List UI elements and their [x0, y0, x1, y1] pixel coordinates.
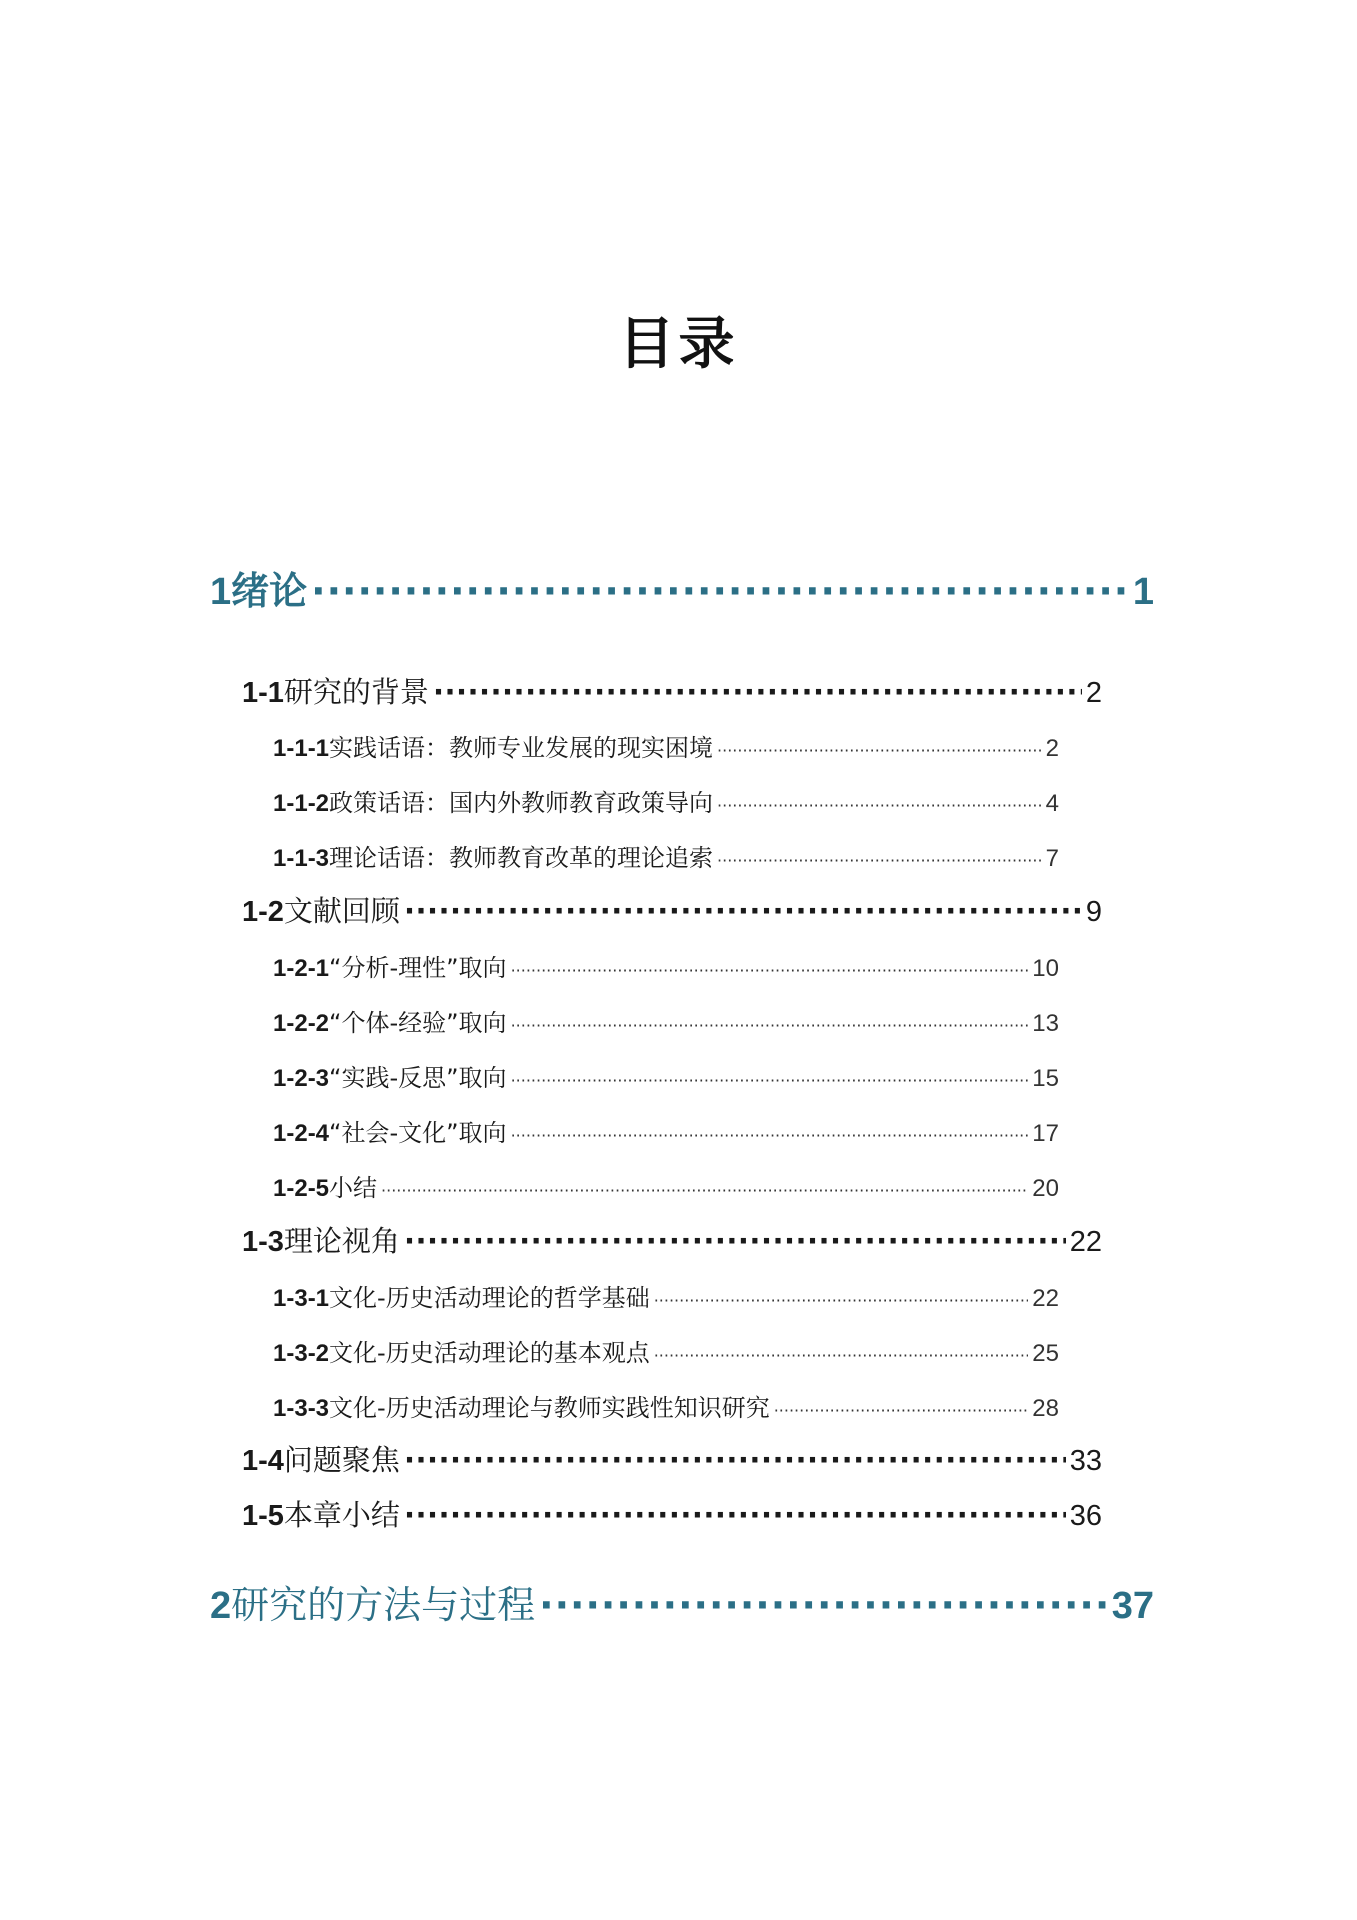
toc-number: 1-2-3: [273, 1065, 330, 1092]
toc-number: 1-1: [242, 677, 284, 709]
toc-entry-subsection-1-1-2[interactable]: [273, 783, 1059, 818]
dot-leader: [511, 1071, 1029, 1090]
toc-label: “个体-经验”取向: [329, 1009, 507, 1037]
dot-leader: [774, 1401, 1029, 1420]
toc-label: 政策话语：国内外教师教育政策导向: [329, 789, 714, 817]
toc-number: 1-1-3: [273, 845, 330, 872]
dot-leader: [433, 675, 1082, 709]
toc-entry-subsection-1-2-2[interactable]: [273, 1003, 1059, 1038]
toc-page-number: 4: [1045, 790, 1059, 817]
toc-page-number: 28: [1032, 1395, 1059, 1422]
dot-leader: [654, 1291, 1029, 1310]
dot-leader: [404, 1498, 1066, 1532]
toc-entry-section-1-1[interactable]: [242, 670, 1102, 711]
toc-label: “社会-文化”取向: [329, 1119, 507, 1147]
toc-number: 1-2: [242, 896, 284, 928]
dot-leader: [511, 1126, 1029, 1145]
toc-page-number: 25: [1032, 1340, 1059, 1367]
toc-page-number: 36: [1069, 1500, 1102, 1532]
toc-entry-section-1-5[interactable]: [242, 1493, 1102, 1534]
toc-page-number: 2: [1085, 677, 1102, 709]
toc-page-number: 22: [1069, 1226, 1102, 1258]
toc-page-number: 22: [1032, 1285, 1059, 1312]
toc-entry-chapter-1[interactable]: [210, 560, 1154, 615]
toc-number: 1-1-1: [273, 735, 330, 762]
toc-label: 理论视角: [283, 1224, 400, 1258]
toc-number: 1-2-5: [273, 1175, 330, 1202]
toc-entry-subsection-1-1-3[interactable]: [273, 838, 1059, 873]
dot-leader: [381, 1181, 1028, 1200]
toc-number: 1: [210, 571, 232, 613]
toc-label: 文化-历史活动理论的哲学基础: [329, 1284, 650, 1312]
dot-leader: [404, 1443, 1066, 1477]
toc-label: 实践话语：教师专业发展的现实困境: [329, 734, 714, 762]
dot-leader: [717, 796, 1042, 815]
toc-page-number: 37: [1111, 1585, 1154, 1627]
toc-page-number: 2: [1045, 735, 1059, 762]
toc-entry-section-1-2[interactable]: [242, 889, 1102, 930]
toc-page-number: 17: [1032, 1120, 1059, 1147]
toc-page-number: 15: [1032, 1065, 1059, 1092]
dot-leader: [404, 894, 1082, 928]
dot-leader: [311, 569, 1129, 613]
toc-entry-chapter-2[interactable]: [210, 1574, 1154, 1629]
toc-page-number: 9: [1085, 896, 1102, 928]
toc-entry-subsection-1-2-3[interactable]: [273, 1058, 1059, 1093]
toc-label: 文化-历史活动理论的基本观点: [329, 1339, 650, 1367]
toc-number: 1-3: [242, 1226, 284, 1258]
toc-label: “分析-理性”取向: [329, 954, 507, 982]
toc-page-number: 10: [1032, 955, 1059, 982]
toc-label: 本章小结: [283, 1498, 400, 1532]
toc-number: 1-2-4: [273, 1120, 330, 1147]
toc-label: 理论话语：教师教育改革的理论追索: [329, 844, 714, 872]
toc-label: “实践-反思”取向: [329, 1064, 507, 1092]
toc-number: 1-3-2: [273, 1340, 330, 1367]
dot-leader: [539, 1583, 1108, 1627]
dot-leader: [404, 1224, 1066, 1258]
toc-entry-section-1-3[interactable]: [242, 1219, 1102, 1260]
toc-page-number: 20: [1032, 1175, 1059, 1202]
toc-page-number: 13: [1032, 1010, 1059, 1037]
toc-page-number: 33: [1069, 1445, 1102, 1477]
toc-page-number: 7: [1045, 845, 1059, 872]
toc-label: 问题聚焦: [283, 1443, 400, 1477]
toc-number: 1-3-3: [273, 1395, 330, 1422]
toc-entry-subsection-1-3-2[interactable]: [273, 1333, 1059, 1368]
dot-leader: [654, 1346, 1029, 1365]
toc-entry-subsection-1-3-3[interactable]: [273, 1388, 1059, 1423]
toc-number: 1-2-2: [273, 1010, 330, 1037]
dot-leader: [717, 741, 1042, 760]
toc-label: 研究的背景: [283, 675, 429, 709]
dot-leader: [511, 961, 1029, 980]
toc-number: 2: [210, 1585, 232, 1627]
toc-entry-section-1-4[interactable]: [242, 1438, 1102, 1479]
toc-label: 小结: [329, 1174, 378, 1202]
toc-entry-subsection-1-2-1[interactable]: [273, 948, 1059, 983]
toc-number: 1-2-1: [273, 955, 330, 982]
toc-number: 1-3-1: [273, 1285, 330, 1312]
toc-entry-subsection-1-2-4[interactable]: [273, 1113, 1059, 1148]
toc-label: 文化-历史活动理论与教师实践性知识研究: [329, 1394, 770, 1422]
toc-label: 研究的方法与过程: [231, 1583, 536, 1627]
toc-entry-subsection-1-3-1[interactable]: [273, 1278, 1059, 1313]
dot-leader: [511, 1016, 1029, 1035]
page-title: 目录: [618, 311, 739, 377]
toc-label: 文献回顾: [283, 894, 400, 928]
toc-number: 1-4: [242, 1445, 284, 1477]
toc-label: 绪论: [231, 569, 308, 613]
toc-number: 1-1-2: [273, 790, 330, 817]
toc-entry-subsection-1-2-5[interactable]: [273, 1168, 1059, 1203]
dot-leader: [717, 851, 1042, 870]
toc-number: 1-5: [242, 1500, 284, 1532]
toc-page-number: 1: [1132, 571, 1154, 613]
toc-entry-subsection-1-1-1[interactable]: [273, 728, 1059, 763]
